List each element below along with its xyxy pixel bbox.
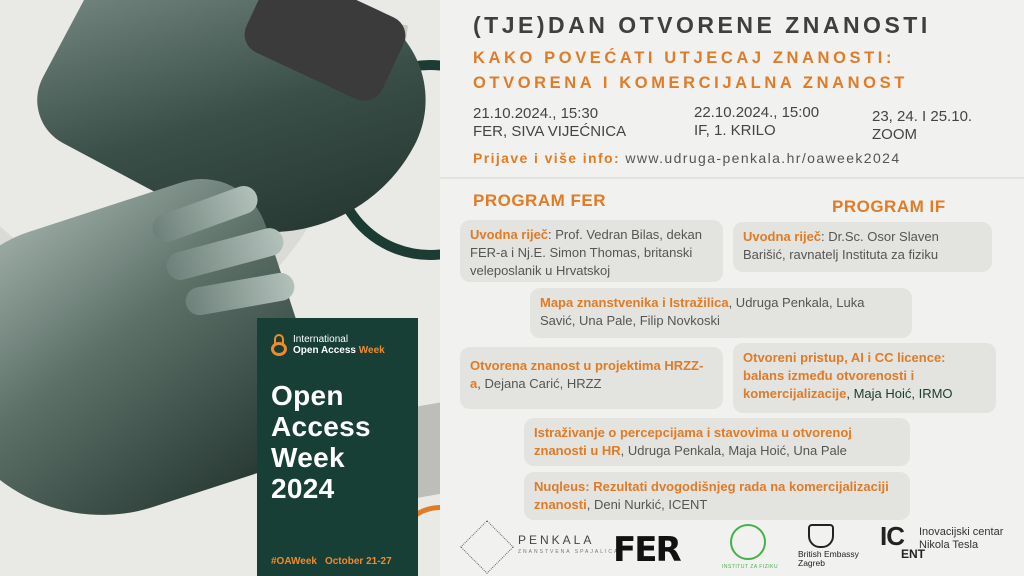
open-access-week-card: [257, 318, 418, 576]
oa-title-line: 2024: [271, 473, 335, 504]
program-if-heading: PROGRAM IF: [832, 197, 946, 216]
oa-title-line: Open: [271, 380, 344, 411]
penkala-tagline: ZNANSTVENA SPAJALICA: [518, 549, 620, 555]
date-block-fer: [473, 105, 626, 141]
info-label: Prijave i više info:: [473, 150, 621, 166]
program-fer-heading: PROGRAM FER: [473, 191, 606, 210]
item-text: , Dejana Carić, HRZZ: [477, 376, 602, 391]
fer-logo: FER: [613, 530, 680, 570]
oa-title-line: Access: [271, 411, 371, 442]
item-text: : Prof. Vedran Bilas, dekan FER-a i Nj.E. Simon Thomas, britanski veleposlanik u Hrvatskoj: [470, 227, 702, 278]
venue-line: ZOOM: [872, 126, 917, 143]
icent-line: Nikola Tesla: [919, 539, 979, 551]
embassy-crest-icon: [808, 524, 834, 548]
icent-logo-mark: IC: [880, 521, 904, 551]
item-title: Uvodna riječ: [743, 229, 822, 244]
program-item: [733, 343, 996, 413]
oa-title-line: Week: [271, 442, 345, 473]
program-item: [733, 222, 992, 272]
item-text: , Maja Hoić, IRMO: [846, 386, 953, 401]
british-embassy-logo: [798, 550, 859, 568]
oa-week-logo: [271, 334, 404, 356]
penkala-logo: PENKALA: [518, 533, 595, 547]
item-title: Istraživanje o percepcijama i stavovima u otvorenoj znanosti u HR: [534, 425, 852, 458]
item-text: , Udruga Penkala, Luka Savić, Una Pale, Filip Novkoski: [540, 295, 865, 328]
partner-logos: [460, 522, 1024, 576]
item-title: Mapa znanstvenika i Istražilica: [540, 295, 729, 310]
oa-footer: [271, 556, 392, 567]
icent-logo-text: [919, 526, 1003, 552]
info-url[interactable]: www.udruga-penkala.hr/oaweek2024: [625, 150, 901, 166]
oa-title: [271, 380, 404, 504]
item-title: Nuqleus: Rezultati dvogodišnjeg rada na komercijalizaciji znanosti: [534, 479, 889, 512]
institute-of-physics-logo: INSTITUT ZA FIZIKU: [722, 564, 779, 570]
item-title: Uvodna riječ: [470, 227, 549, 242]
icent-line: Inovacijski centar: [919, 526, 1004, 538]
oa-hashtag: #OAWeek: [271, 556, 317, 567]
program-item: [524, 472, 910, 520]
oa-dates: October 21-27: [324, 556, 392, 567]
date-line: 21.10.2024., 15:30: [473, 105, 599, 122]
registration-info: [473, 150, 901, 166]
item-text: : Dr.Sc. Osor Slaven Barišić, ravnatelj Instituta za fiziku: [743, 229, 939, 262]
program-item: [460, 347, 723, 409]
icent-logo-sub: ENT: [901, 547, 925, 561]
embassy-line: Zagreb: [798, 558, 825, 568]
date-block-zoom: [872, 108, 972, 144]
subtitle-line: KAKO POVEĆATI UTJECAJ ZNANOSTI:: [473, 49, 896, 67]
divider: [440, 177, 1024, 179]
institute-of-physics-icon: [730, 524, 766, 560]
date-block-if: [694, 104, 819, 140]
item-text: , Udruga Penkala, Maja Hoić, Una Pale: [620, 443, 847, 458]
oa-logo-line2: Open Access: [293, 345, 359, 356]
program-item: [460, 220, 723, 282]
venue-line: IF, 1. KRILO: [694, 122, 776, 139]
venue-line: FER, SIVA VIJEĆNICA: [473, 123, 627, 140]
item-title: Otvorena znanost u projektima HRZZ-a: [470, 358, 704, 391]
date-line: 22.10.2024., 15:00: [694, 104, 820, 121]
open-lock-icon: [271, 334, 287, 356]
date-line: 23, 24. I 25.10.: [872, 108, 973, 125]
item-text: , Deni Nurkić, ICENT: [586, 497, 708, 512]
subtitle-line: OTVORENA I KOMERCIJALNA ZNANOST: [473, 74, 908, 92]
program-item: [524, 418, 910, 466]
page-subtitle: [473, 46, 908, 96]
oa-logo-line1: International: [293, 334, 349, 345]
embassy-line: British Embassy: [798, 549, 859, 559]
penkala-logo-icon: [460, 520, 514, 574]
oa-logo-week: Week: [358, 345, 385, 356]
page-title: (TJE)DAN OTVORENE ZNANOSTI: [473, 12, 931, 38]
item-title: Otvoreni pristup, AI i CC licence: balans između otvorenosti i komercijalizacije: [743, 350, 946, 401]
program-item: [530, 288, 912, 338]
